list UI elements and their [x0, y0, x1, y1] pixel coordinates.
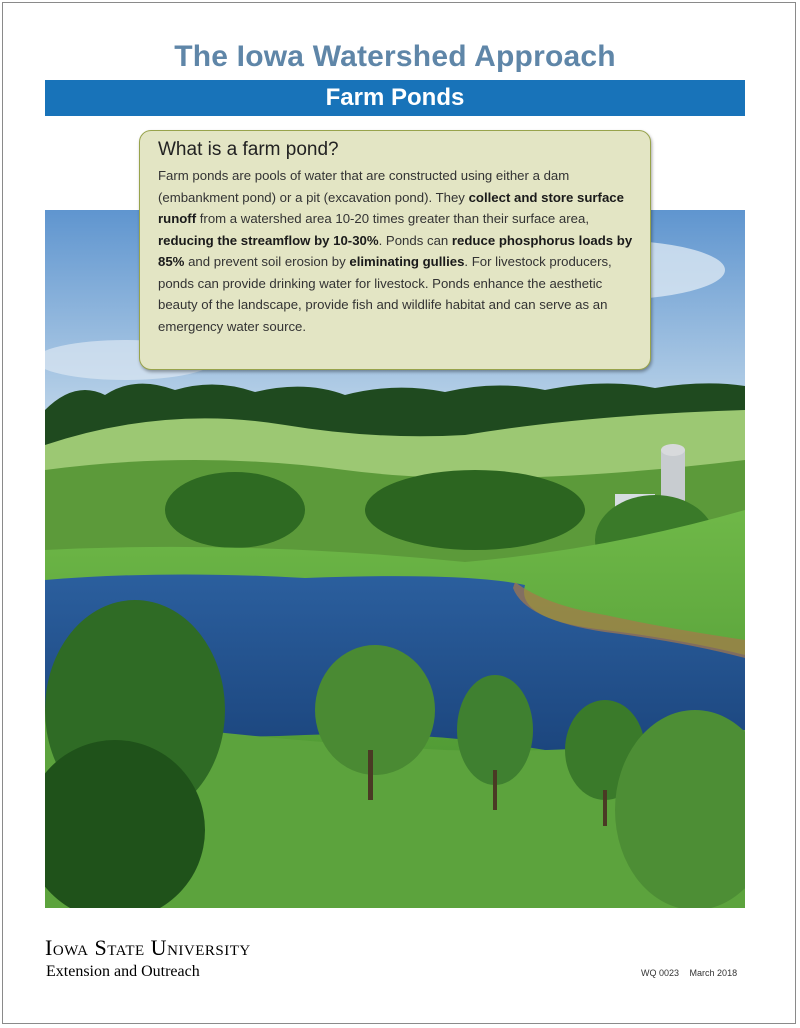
publication-date: March 2018: [689, 968, 738, 978]
callout-emphasis: reduce phosphorus loads by 85%: [158, 232, 633, 269]
callout-emphasis: collect and store surface runoff: [158, 189, 624, 226]
callout-body: [158, 165, 636, 337]
page-title: The Iowa Watershed Approach: [174, 40, 616, 73]
callout-emphasis: reducing the streamflow by 10-30%: [158, 232, 379, 248]
university-logo-name: Iowa State University: [45, 935, 251, 960]
university-unit: Extension and Outreach: [46, 963, 200, 980]
callout-heading: What is a farm pond?: [158, 139, 339, 160]
callout-text: Farm ponds are pools of water that are constructed using either a dam (embankment pond) or a pit (excavation pond). They: [158, 168, 570, 205]
callout-text: from a watershed area 10-20 times greater than their surface area,: [196, 211, 589, 226]
callout-emphasis: eliminating gullies: [349, 254, 465, 269]
publication-info: [641, 968, 737, 978]
callout-text: . For livestock producers, ponds can provide drinking water for livestock. Ponds enhance the aesthetic beauty of the landscape, provide fish and wildlife habitat and can serve as an emergency water source.: [158, 254, 612, 334]
banner-heading: Farm Ponds: [45, 80, 745, 116]
publication-code: WQ 0023: [641, 968, 680, 978]
callout-text: . Ponds can: [378, 232, 452, 248]
callout-text: and prevent soil erosion by: [184, 254, 350, 269]
callout-box: [139, 130, 651, 370]
